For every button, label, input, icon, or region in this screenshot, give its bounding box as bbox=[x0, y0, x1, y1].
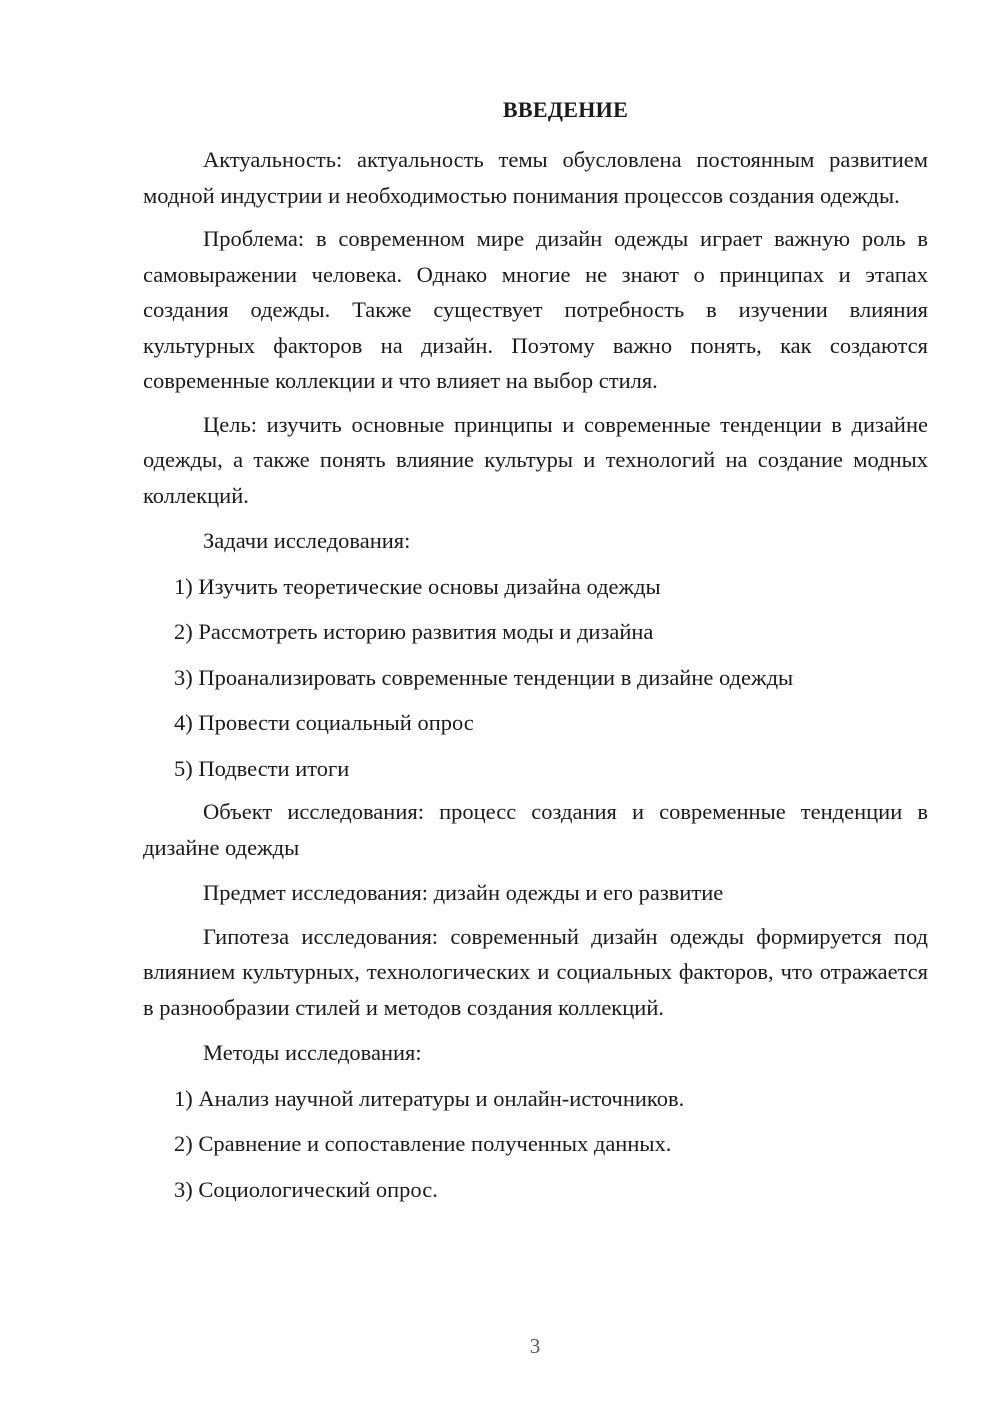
methods-list bbox=[143, 1081, 928, 1208]
list-item: 4) Провести социальный опрос bbox=[174, 710, 474, 735]
page-title: ВВЕДЕНИЕ bbox=[502, 97, 629, 122]
list-item: 3) Проанализировать современные тенденции в дизайне одежды bbox=[174, 664, 794, 690]
methods-heading: Методы исследования: bbox=[203, 1040, 422, 1065]
list-item: 2) Сравнение и сопоставление полученных данных. bbox=[174, 1131, 672, 1156]
problem-paragraph: Проблема: в современном мире дизайн одежды играет важную роль в самовыражении человека. Однако многие не знают о принципах и этапах создания одежды. Также существует потребность в изучении влияния культурных факторов на дизайн. Поэтому важно понять, как создаются современные коллекции и что влияет на выбор стиля. bbox=[143, 226, 928, 393]
tasks-heading: Задачи исследования: bbox=[203, 528, 411, 553]
list-item: 1) Изучить теоретические основы дизайна одежды bbox=[174, 573, 661, 599]
hypothesis-paragraph: Гипотеза исследования: современный дизайн одежды формируется под влиянием культурных, технологических и социальных факторов, что отражается в разнообразии стилей и методов создания коллекций. bbox=[143, 923, 928, 1020]
relevance-paragraph: Актуальность: актуальность темы обусловлена постоянным развитием модной индустрии и необходимостью понимания процессов создания одежды. bbox=[143, 147, 928, 208]
list-item: 1) Анализ научной литературы и онлайн-источников. bbox=[174, 1085, 685, 1111]
list-item: 2) Рассмотреть историю развития моды и дизайна bbox=[174, 619, 654, 644]
subject-paragraph: Предмет исследования: дизайн одежды и его развитие bbox=[203, 880, 724, 905]
document-page bbox=[143, 92, 928, 1207]
page-number: 3 bbox=[529, 1334, 541, 1358]
list-item: 5) Подвести итоги bbox=[174, 755, 350, 781]
object-paragraph: Объект исследования: процесс создания и современные тенденции в дизайне одежды bbox=[143, 799, 928, 860]
list-item: 3) Социологический опрос. bbox=[174, 1176, 438, 1202]
goal-paragraph: Цель: изучить основные принципы и современные тенденции в дизайне одежды, а также понять влияние культуры и технологий на создание модных коллекций. bbox=[143, 411, 928, 508]
tasks-list bbox=[143, 569, 928, 787]
